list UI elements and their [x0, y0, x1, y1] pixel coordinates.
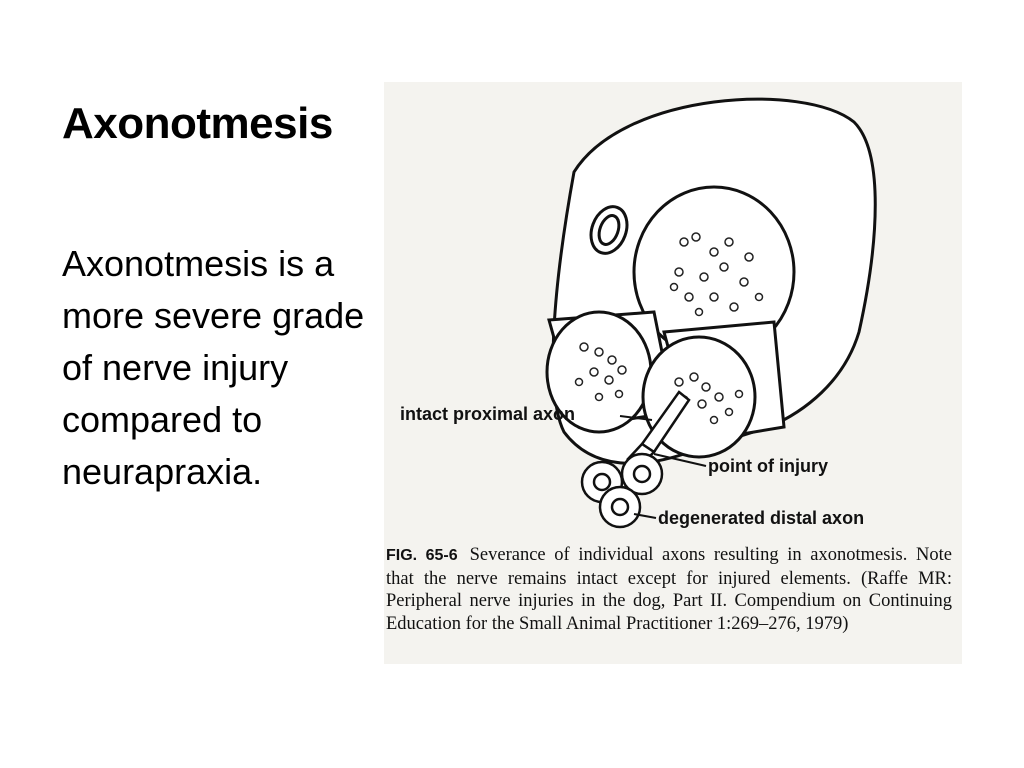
figure-caption-text: Severance of individual axons resulting in axonotmesis. Note that the nerve remains intact except for injured elements. (Raffe MR: Peripheral nerve injuries in the dog, Part II. Compendium on Continuing Education for the Small Animal Practitioner 1:269–276, 1979): [386, 545, 952, 634]
label-degenerated-distal-axon: degenerated distal axon: [658, 508, 865, 528]
figure-caption: [386, 544, 952, 635]
label-intact-proximal-axon: intact proximal axon: [400, 404, 576, 424]
figure-number: FIG. 65-6: [386, 547, 458, 564]
slide-title: Axonotmesis: [62, 99, 333, 148]
nerve-figure: [384, 82, 962, 664]
slide-body-text: Axonotmesis is a more severe grade of nerve injury compared to neurapraxia.: [62, 243, 365, 492]
label-point-of-injury: point of injury: [708, 456, 828, 476]
